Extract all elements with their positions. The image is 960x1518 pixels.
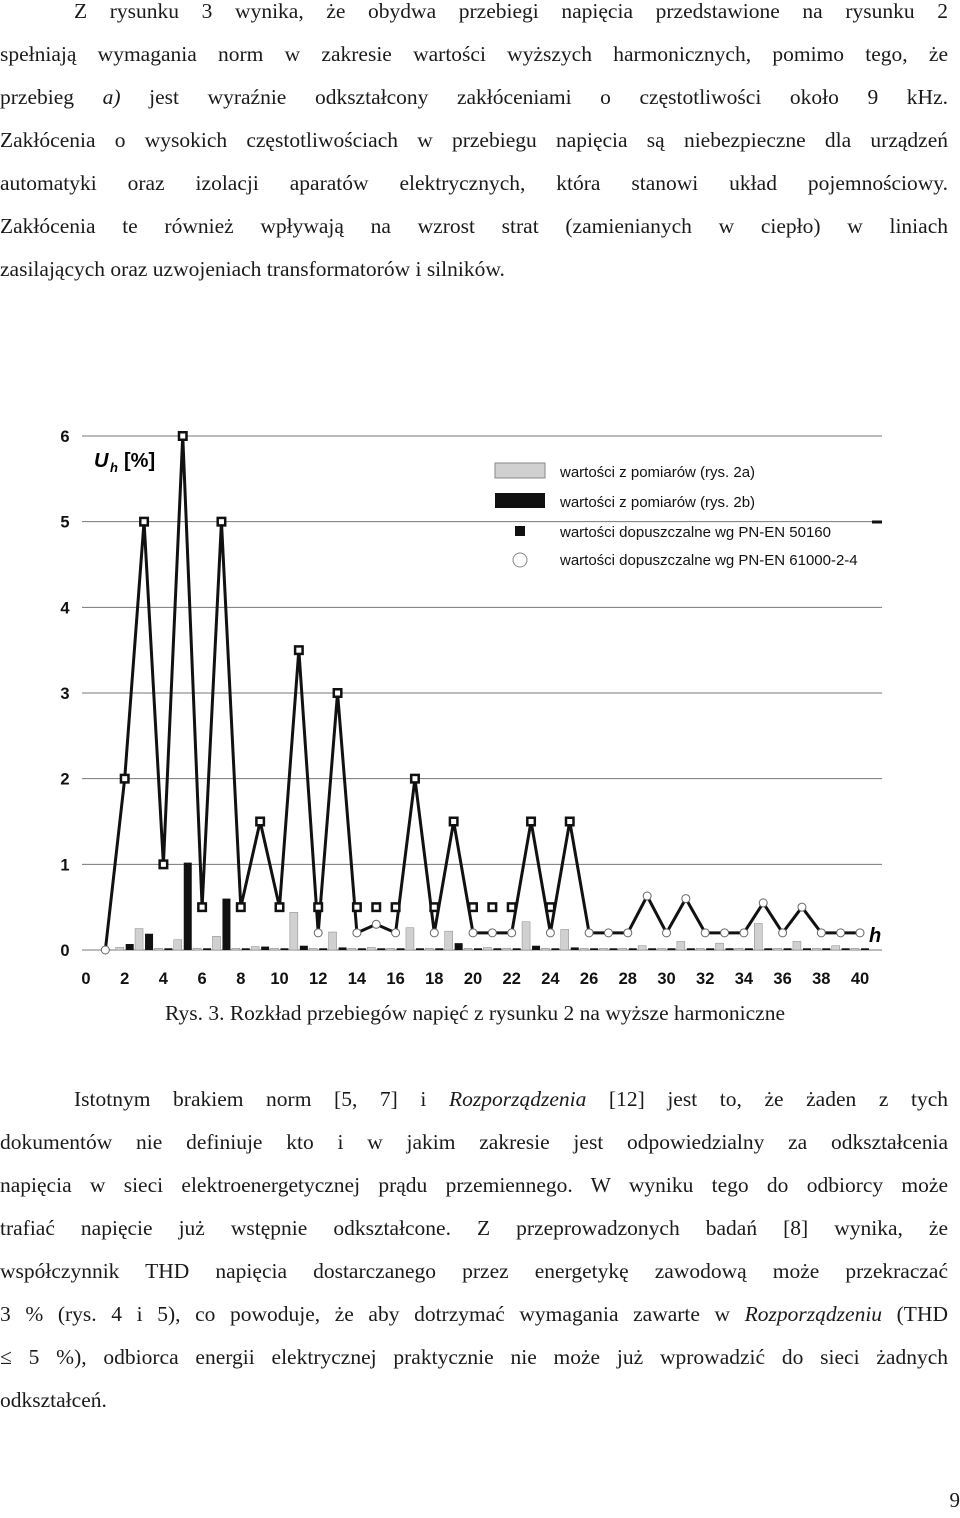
bar-2b xyxy=(281,948,289,950)
bar-2b xyxy=(861,948,869,950)
bar-2b xyxy=(397,948,405,950)
limit-point-61000 xyxy=(392,929,400,937)
bar-2a xyxy=(503,948,511,950)
bar-2b xyxy=(184,863,192,950)
bar-2a xyxy=(561,929,569,950)
bar-2b xyxy=(706,948,714,950)
limit-point-50160-inner xyxy=(335,691,340,696)
limit-point-61000 xyxy=(798,903,806,911)
x-tick-label: 30 xyxy=(657,970,676,988)
limit-point-50160-inner xyxy=(238,905,243,910)
limit-point-61000 xyxy=(779,929,787,937)
bar-2b xyxy=(571,947,579,950)
y-tick-label: 1 xyxy=(60,856,70,875)
limit-point-50160-inner xyxy=(490,905,495,910)
limit-point-50160-inner xyxy=(471,905,476,910)
limit-point-61000 xyxy=(740,929,748,937)
svg-text:[%]: [%] xyxy=(124,450,156,472)
limit-point-50160-inner xyxy=(277,905,282,910)
text-line: Zakłócenia o wysokich częstotliwościach w przebiegu napięcia są niebezpieczne dla urządzeń xyxy=(0,128,948,152)
limit-point-50160-inner xyxy=(316,905,321,910)
bar-2a xyxy=(116,947,124,950)
x-tick-label: 20 xyxy=(463,970,483,988)
x-tick-label: 22 xyxy=(502,970,521,988)
bar-2b xyxy=(609,948,617,950)
chart-legend xyxy=(495,463,882,569)
limit-point-50160-inner xyxy=(296,648,301,653)
bar-2a xyxy=(851,948,859,950)
bar-2a xyxy=(425,948,433,950)
bar-2b xyxy=(551,948,559,950)
legend-swatch-2b xyxy=(495,493,545,508)
limit-point-50160-inner xyxy=(432,905,437,910)
limit-point-61000 xyxy=(372,920,380,928)
x-tick-label: 26 xyxy=(579,970,599,988)
bar-2a xyxy=(658,948,666,950)
text-line: spełniają wymagania norm w zakresie wartości wyższych harmonicznych, pomimo tego, że xyxy=(0,42,948,66)
x-tick-label: 14 xyxy=(347,970,367,988)
limit-point-50160-inner xyxy=(567,819,572,824)
limit-point-61000 xyxy=(856,929,864,937)
x-tick-label: 6 xyxy=(197,970,207,988)
y-tick-label: 4 xyxy=(60,599,70,618)
bar-2b xyxy=(203,948,211,950)
bar-2a xyxy=(367,947,375,950)
svg-text:U: U xyxy=(94,450,109,472)
text-line: trafiać napięcie już wstępnie odkształcone. Z przeprowadzonych badań [8] wynika, że xyxy=(0,1216,948,1240)
limit-point-61000 xyxy=(353,929,361,937)
bar-2a xyxy=(445,931,453,950)
bar-2b xyxy=(668,948,676,950)
x-tick-label: 0 xyxy=(81,970,91,988)
bar-2b xyxy=(532,946,540,950)
bar-2a xyxy=(154,948,162,950)
bar-2a xyxy=(212,936,220,950)
text-line: przebieg a) jest wyraźnie odkształcony zakłóceniami o częstotliwości około 9 kHz. xyxy=(0,85,948,109)
bar-2a xyxy=(677,941,685,950)
limit-point-61000 xyxy=(585,929,593,937)
bar-2a xyxy=(483,947,491,950)
text-line: odkształceń. xyxy=(0,1388,107,1412)
bar-2b xyxy=(455,943,463,950)
limit-point-61000 xyxy=(546,929,554,937)
y-axis-label xyxy=(94,450,155,475)
paragraph-intro xyxy=(0,0,948,291)
x-tick-label: 18 xyxy=(425,970,444,988)
y-tick-label: 0 xyxy=(60,942,70,960)
limit-point-61000 xyxy=(837,929,845,937)
limit-point-50160-inner xyxy=(161,862,166,867)
limit-point-50160-inner xyxy=(412,776,417,781)
legend-swatch-2a xyxy=(495,463,545,478)
bar-2a xyxy=(329,932,337,950)
text-line: dokumentów nie definiuje kto i w jakim zakresie jest odpowiedzialny za odkształcenia xyxy=(0,1130,948,1154)
legend-label: wartości dopuszczalne wg PN-EN 61000-2-4 xyxy=(560,552,858,569)
bar-2a xyxy=(290,912,298,950)
bar-2a xyxy=(812,948,820,950)
y-tick-label: 2 xyxy=(60,770,70,789)
limit-point-61000 xyxy=(314,929,322,937)
x-tick-label: 16 xyxy=(386,970,405,988)
bar-2b xyxy=(222,899,230,950)
bar-2a xyxy=(638,946,646,950)
y-tick-label: 3 xyxy=(60,685,70,703)
bar-2a xyxy=(251,947,259,950)
bar-2b xyxy=(784,948,792,950)
bar-2a xyxy=(774,948,782,950)
text-line: automatyki oraz izolacji aparatów elektrycznych, która stanowi układ pojemnościowy. xyxy=(0,171,948,195)
chart-ticks xyxy=(60,428,869,988)
bar-2b xyxy=(726,948,734,950)
bar-2a xyxy=(309,948,317,950)
bar-2b xyxy=(416,948,424,950)
text-line: 3 % (rys. 4 i 5), co powoduje, że aby dotrzymać wymagania zawarte w Rozporządzeniu (THD xyxy=(0,1302,948,1326)
limit-point-61000 xyxy=(759,899,767,907)
y-tick-label: 5 xyxy=(60,513,70,532)
bar-2a xyxy=(580,948,588,950)
bar-2b xyxy=(822,948,830,950)
bar-2b xyxy=(648,948,656,950)
bar-2a xyxy=(735,948,743,950)
bar-2b xyxy=(126,944,134,950)
bar-2a xyxy=(832,946,840,950)
bar-2b xyxy=(513,948,521,950)
text-line: współczynnik THD napięcia dostarczanego przez energetykę zawodową może przekraczać xyxy=(0,1259,948,1283)
bar-2a xyxy=(464,948,472,950)
bar-2b xyxy=(261,947,269,950)
limit-point-61000 xyxy=(508,929,516,937)
limit-point-61000 xyxy=(721,929,729,937)
x-tick-label: 40 xyxy=(850,970,870,988)
limit-point-50160-inner xyxy=(219,519,224,524)
x-tick-label: 12 xyxy=(309,970,328,988)
x-tick-label: 2 xyxy=(120,970,130,988)
limit-point-61000 xyxy=(101,946,109,954)
limit-point-50160-inner xyxy=(142,519,147,524)
bar-2a xyxy=(193,948,201,950)
limit-point-50160-inner xyxy=(200,905,205,910)
bar-2b xyxy=(435,948,443,950)
text-line: Z rysunku 3 wynika, że obydwa przebiegi napięcia przedstawione na rysunku 2 xyxy=(74,0,948,23)
bar-2b xyxy=(377,948,385,950)
x-tick-label: 4 xyxy=(158,970,168,988)
bar-2b xyxy=(803,948,811,950)
limit-point-50160-inner xyxy=(354,905,359,910)
bar-2b xyxy=(629,948,637,950)
bar-2b xyxy=(319,948,327,950)
x-tick-label: 28 xyxy=(618,970,637,988)
bar-2b xyxy=(242,948,250,950)
harmonics-chart xyxy=(50,420,910,1000)
bar-2b xyxy=(358,948,366,950)
bar-2a xyxy=(793,941,801,950)
bar-2a xyxy=(271,948,279,950)
limit-point-61000 xyxy=(624,929,632,937)
limit-point-50160-inner xyxy=(509,905,514,910)
bar-2b xyxy=(842,948,850,950)
limit-point-50160-inner xyxy=(548,905,553,910)
text-line: Zakłócenia te również wpływają na wzrost strat (zamienianych w ciepło) w liniach xyxy=(0,214,948,238)
legend-swatch-61000 xyxy=(513,553,527,567)
x-axis-label: h xyxy=(869,925,882,947)
bar-2a xyxy=(696,948,704,950)
text-line: Istotnym brakiem norm [5, 7] i Rozporządzenia [12] jest to, że żaden z tych xyxy=(74,1087,948,1111)
bar-2b xyxy=(687,948,695,950)
bar-2a xyxy=(599,948,607,950)
limit-point-61000 xyxy=(663,929,671,937)
bar-2b xyxy=(745,948,753,950)
limit-point-61000 xyxy=(488,929,496,937)
limit-point-61000 xyxy=(604,929,612,937)
y-tick-label: 6 xyxy=(60,428,70,446)
page-number: 9 xyxy=(949,1488,960,1512)
figure-caption: Rys. 3. Rozkład przebiegów napięć z rysunku 2 na wyższe harmoniczne xyxy=(164,1001,786,1025)
text-line: napięcia w sieci elektroenergetycznej prądu przemiennego. W wyniku tego do odbiorcy może xyxy=(0,1173,948,1197)
bar-2b xyxy=(339,947,347,950)
bar-2a xyxy=(387,948,395,950)
limit-point-61000 xyxy=(701,929,709,937)
legend-label: wartości z pomiarów (rys. 2a) xyxy=(560,464,756,481)
limit-point-50160-inner xyxy=(122,776,127,781)
bar-2b xyxy=(474,948,482,950)
bar-2a xyxy=(619,948,627,950)
bar-2a xyxy=(174,940,182,950)
limit-point-61000 xyxy=(469,929,477,937)
bar-2a xyxy=(716,943,724,950)
x-tick-label: 32 xyxy=(696,970,715,988)
svg-text:h: h xyxy=(110,460,118,475)
bar-2a xyxy=(348,948,356,950)
text-line: ≤ 5 %), odbiorca energii elektrycznej praktycznie nie może już wprowadzić do sieci żadnych xyxy=(0,1345,948,1369)
limit-point-50160-inner xyxy=(180,434,185,439)
limit-point-50160-inner xyxy=(374,905,379,910)
legend-label: wartości z pomiarów (rys. 2b) xyxy=(560,494,756,511)
x-tick-label: 24 xyxy=(541,970,560,988)
limit-point-61000 xyxy=(817,929,825,937)
bar-2b xyxy=(145,934,153,950)
bar-2a xyxy=(541,948,549,950)
x-tick-label: 8 xyxy=(236,970,246,988)
text-line: zasilających oraz uzwojeniach transformatorów i silników. xyxy=(0,257,505,281)
bar-2b xyxy=(764,948,772,950)
limit-point-50160-inner xyxy=(393,905,398,910)
limit-point-50160-inner xyxy=(529,819,534,824)
bar-2b xyxy=(300,946,308,950)
legend-label: wartości dopuszczalne wg PN-EN 50160 xyxy=(560,524,831,541)
bar-2b xyxy=(164,948,172,950)
x-tick-label: 34 xyxy=(734,970,754,988)
x-tick-label: 36 xyxy=(773,970,792,988)
x-tick-label: 10 xyxy=(270,970,289,988)
limit-point-50160-inner xyxy=(258,819,263,824)
paragraph-main xyxy=(0,1078,948,1422)
bar-2a xyxy=(754,923,762,950)
limit-point-61000 xyxy=(682,895,690,903)
x-tick-label: 38 xyxy=(812,970,831,988)
bar-2a xyxy=(135,929,143,950)
bar-2b xyxy=(493,948,501,950)
bar-2a xyxy=(406,928,414,950)
limit-point-61000 xyxy=(643,892,651,900)
bar-2a xyxy=(522,922,530,950)
harmonics-chart-svg xyxy=(50,420,910,1000)
limit-point-61000 xyxy=(430,929,438,937)
bar-2b xyxy=(590,948,598,950)
bar-2a xyxy=(232,948,240,950)
legend-swatch-50160 xyxy=(515,526,525,536)
limit-point-50160-inner xyxy=(451,819,456,824)
